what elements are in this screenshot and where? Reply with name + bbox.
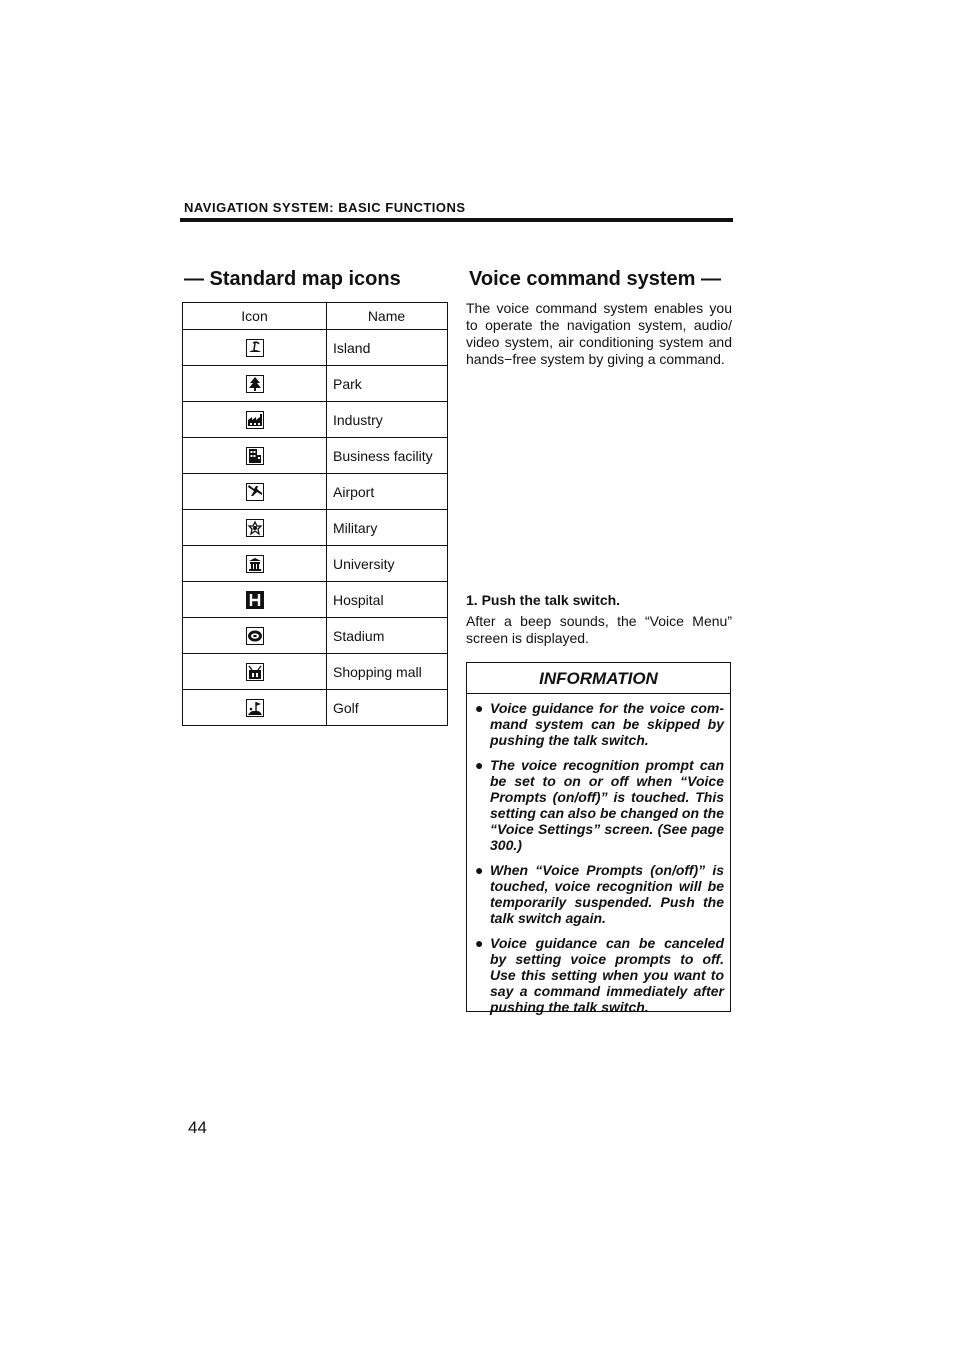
- island-icon: [246, 339, 264, 357]
- step-heading: 1. Push the talk switch.: [466, 592, 621, 608]
- info-text: Voice guidance can be canceled by setting voice prompts to off. Use this setting when you want to say a command immediately after pushing the talk switch.: [490, 935, 724, 1015]
- map-icons-table: [182, 302, 448, 726]
- bullet-icon: ●: [475, 700, 484, 716]
- information-box: [466, 662, 731, 1015]
- table-row: [183, 690, 448, 726]
- list-item: [473, 935, 724, 1015]
- industry-icon: [246, 411, 264, 429]
- section-title-map-icons: — Standard map icons: [184, 268, 401, 290]
- icon-name: Airport: [327, 474, 448, 510]
- running-header: NAVIGATION SYSTEM: BASIC FUNCTIONS: [184, 200, 466, 215]
- table-row: [183, 330, 448, 366]
- icon-name: University: [327, 546, 448, 582]
- list-item: [473, 700, 724, 748]
- column-header-name: Name: [327, 303, 448, 330]
- park-icon: [246, 375, 264, 393]
- info-text: The voice recognition prompt can be set to on or off when “Voice Prompts (on/off)” is touched. This setting can also be changed on the “Voice Settings” screen. (See page 300.): [490, 757, 724, 853]
- icon-name: Business facility: [327, 438, 448, 474]
- icon-name: Shopping mall: [327, 654, 448, 690]
- military-icon: [246, 519, 264, 537]
- table-row: [183, 582, 448, 618]
- table-row: [183, 474, 448, 510]
- table-row: [183, 654, 448, 690]
- icon-name: Military: [327, 510, 448, 546]
- bullet-icon: ●: [475, 935, 484, 951]
- column-header-icon: Icon: [183, 303, 327, 330]
- info-text: Voice guidance for the voice com- mand system can be skipped by pushing the talk switch.: [490, 700, 724, 748]
- information-list: [467, 694, 730, 1015]
- icon-name: Hospital: [327, 582, 448, 618]
- airport-icon: [246, 483, 264, 501]
- list-item: [473, 862, 724, 926]
- table-row: [183, 402, 448, 438]
- hospital-icon: [246, 591, 264, 609]
- info-text: When “Voice Prompts (on/off)” is touched, voice recognition will be temporarily suspended. Push the talk switch again.: [490, 862, 724, 926]
- information-title: INFORMATION: [467, 663, 730, 694]
- bullet-icon: ●: [475, 862, 484, 878]
- business-facility-icon: [246, 447, 264, 465]
- bullet-icon: ●: [475, 757, 484, 773]
- table-header-row: [183, 303, 448, 330]
- icon-name: Industry: [327, 402, 448, 438]
- table-row: [183, 510, 448, 546]
- stadium-icon: [246, 627, 264, 645]
- icon-name: Golf: [327, 690, 448, 726]
- list-item: [473, 757, 724, 853]
- icon-name: Stadium: [327, 618, 448, 654]
- table-row: [183, 618, 448, 654]
- icon-name: Park: [327, 366, 448, 402]
- table-row: [183, 438, 448, 474]
- golf-icon: [246, 699, 264, 717]
- header-rule: [180, 218, 733, 222]
- step-description: After a beep sounds, the “Voice Menu” screen is displayed.: [466, 613, 732, 646]
- page-number: 44: [188, 1118, 207, 1137]
- table-row: [183, 366, 448, 402]
- icon-name: Island: [327, 330, 448, 366]
- table-row: [183, 546, 448, 582]
- shopping-mall-icon: [246, 663, 264, 681]
- university-icon: [246, 555, 264, 573]
- section-title-voice-command: Voice command system —: [469, 268, 721, 290]
- intro-paragraph: The voice command system enables you to operate the navigation system, audio/ video system, air conditioning system and hands−free system by giving a command.: [466, 300, 732, 367]
